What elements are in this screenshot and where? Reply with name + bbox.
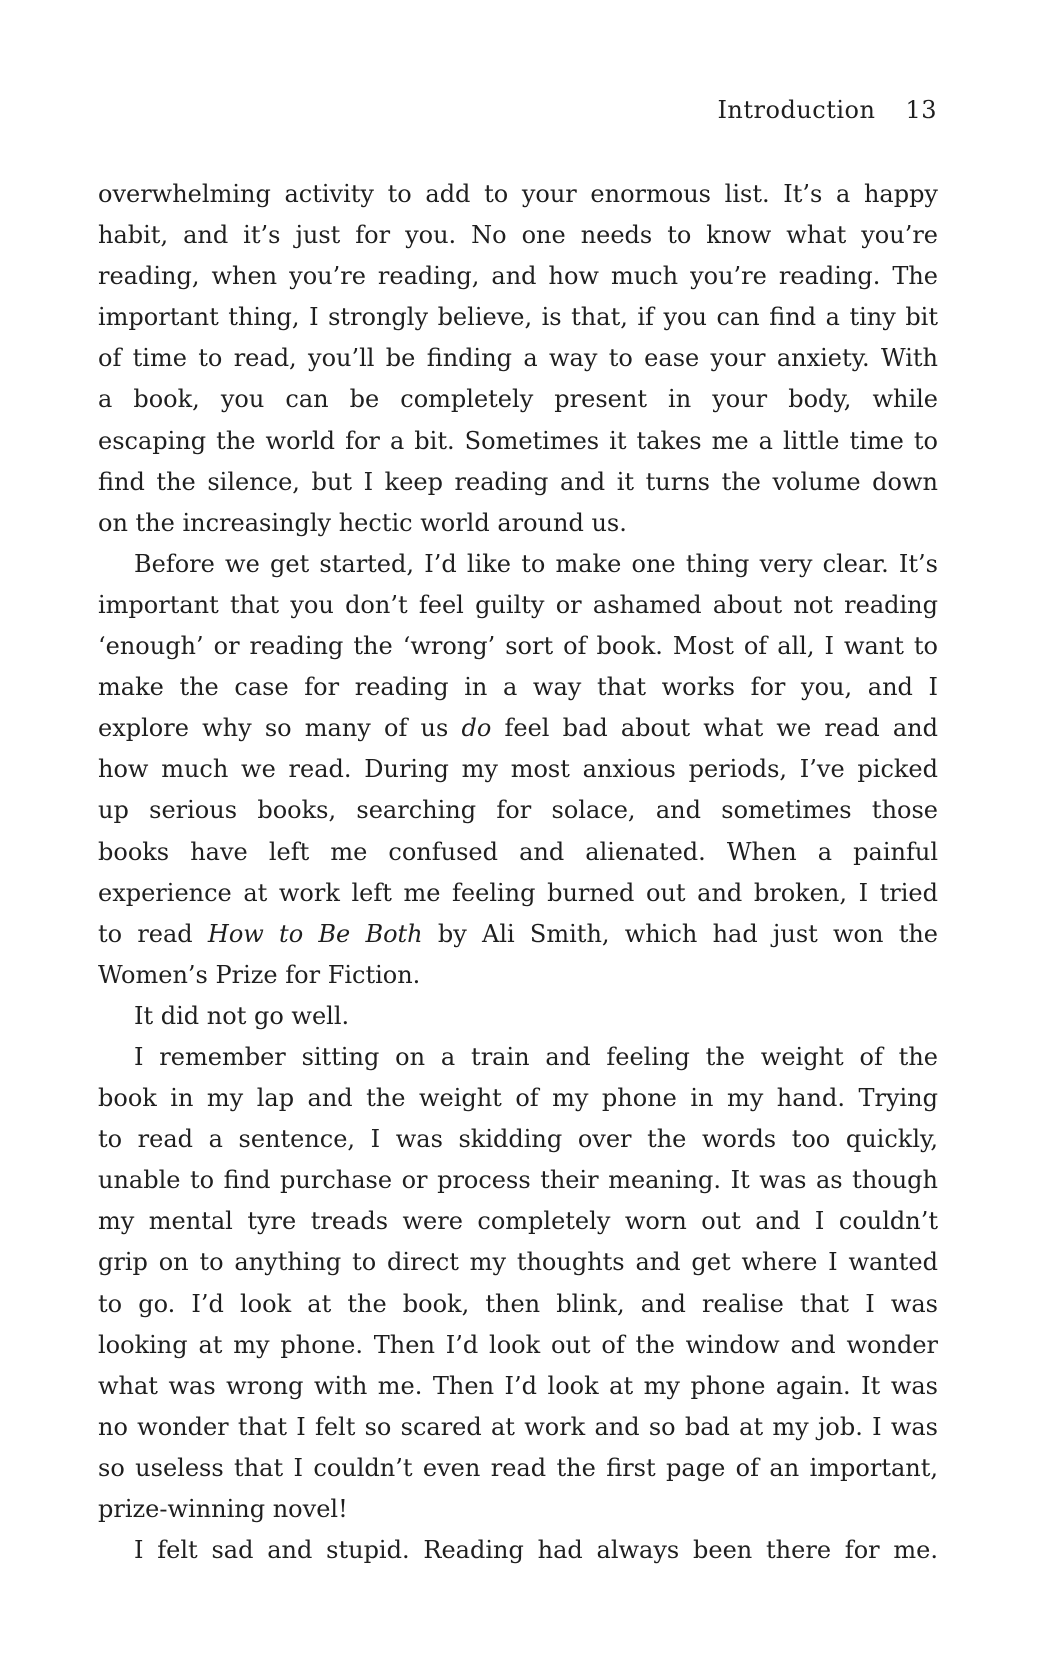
text-line: find the silence, but I keep reading and it turns the volume down [98, 467, 938, 496]
text-line: Women’s Prize for Fiction. [98, 960, 421, 989]
emphasis-text: do [461, 714, 492, 743]
text-line: reading, when you’re reading, and how much you’re reading. The [98, 262, 938, 291]
text-segment: to read [98, 919, 208, 948]
text-line: overwhelming activity to add to your enormous list. It’s a happy [98, 180, 938, 208]
text-line [98, 708, 938, 749]
text-line: It did not go well. [134, 1001, 350, 1030]
text-line: important thing, I strongly believe, is that, if you can find a tiny bit [98, 303, 938, 332]
text-line: to read a sentence, I was skidding over the words too quickly, [98, 1125, 938, 1154]
text-line: my mental tyre treads were completely worn out and I couldn’t [98, 1207, 938, 1236]
text-line: a book, you can be completely present in your body, while [98, 385, 938, 414]
text-line: up serious books, searching for solace, and sometimes those [98, 796, 938, 825]
text-line: books have left me confused and alienated. When a painful [98, 837, 938, 866]
text-line: experience at work left me feeling burned out and broken, I tried [98, 878, 938, 907]
text-line: ‘enough’ or reading the ‘wrong’ sort of book. Most of all, I want to [98, 632, 938, 661]
text-line: of time to read, you’ll be finding a way to ease your anxiety. With [98, 344, 938, 373]
text-line: how much we read. During my most anxious periods, I’ve picked [98, 755, 938, 784]
text-line: grip on to anything to direct my thoughts and get where I wanted [98, 1248, 938, 1277]
section-title: Introduction [717, 96, 876, 124]
text-line: I felt sad and stupid. Reading had always been there for me. [134, 1536, 938, 1565]
text-line: to go. I’d look at the book, then blink, and realise that I was [98, 1289, 938, 1318]
text-line: so useless that I couldn’t even read the first page of an important, [98, 1453, 938, 1482]
text-segment: by Ali Smith, which had just won the [422, 919, 938, 948]
text-line: Before we get started, I’d like to make one thing very clear. It’s [134, 549, 938, 578]
text-line: habit, and it’s just for you. No one needs to know what you’re [98, 221, 938, 250]
text-line: book in my lap and the weight of my phone in my hand. Trying [98, 1084, 938, 1113]
text-line: no wonder that I felt so scared at work and so bad at my job. I was [98, 1412, 938, 1441]
text-line: looking at my phone. Then I’d look out of the window and wonder [98, 1330, 938, 1359]
text-line: important that you don’t feel guilty or ashamed about not reading [98, 590, 938, 619]
body-text [98, 174, 938, 1571]
text-segment: explore why so many of us [98, 714, 462, 743]
text-line [98, 914, 938, 955]
text-line: escaping the world for a bit. Sometimes it takes me a little time to [98, 426, 938, 455]
text-line: prize-winning novel! [98, 1495, 348, 1523]
book-title: How to Be Both [207, 919, 423, 948]
text-line: what was wrong with me. Then I’d look at my phone again. It was [98, 1371, 938, 1400]
running-head [717, 96, 937, 124]
page-number: 13 [905, 96, 937, 124]
text-line: unable to find purchase or process their meaning. It was as though [98, 1166, 938, 1195]
text-line: I remember sitting on a train and feeling the weight of the [134, 1042, 938, 1071]
text-line: on the increasingly hectic world around us. [98, 508, 627, 537]
text-segment: feel bad about what we read and [491, 714, 938, 743]
text-line: make the case for reading in a way that works for you, and I [98, 673, 938, 702]
